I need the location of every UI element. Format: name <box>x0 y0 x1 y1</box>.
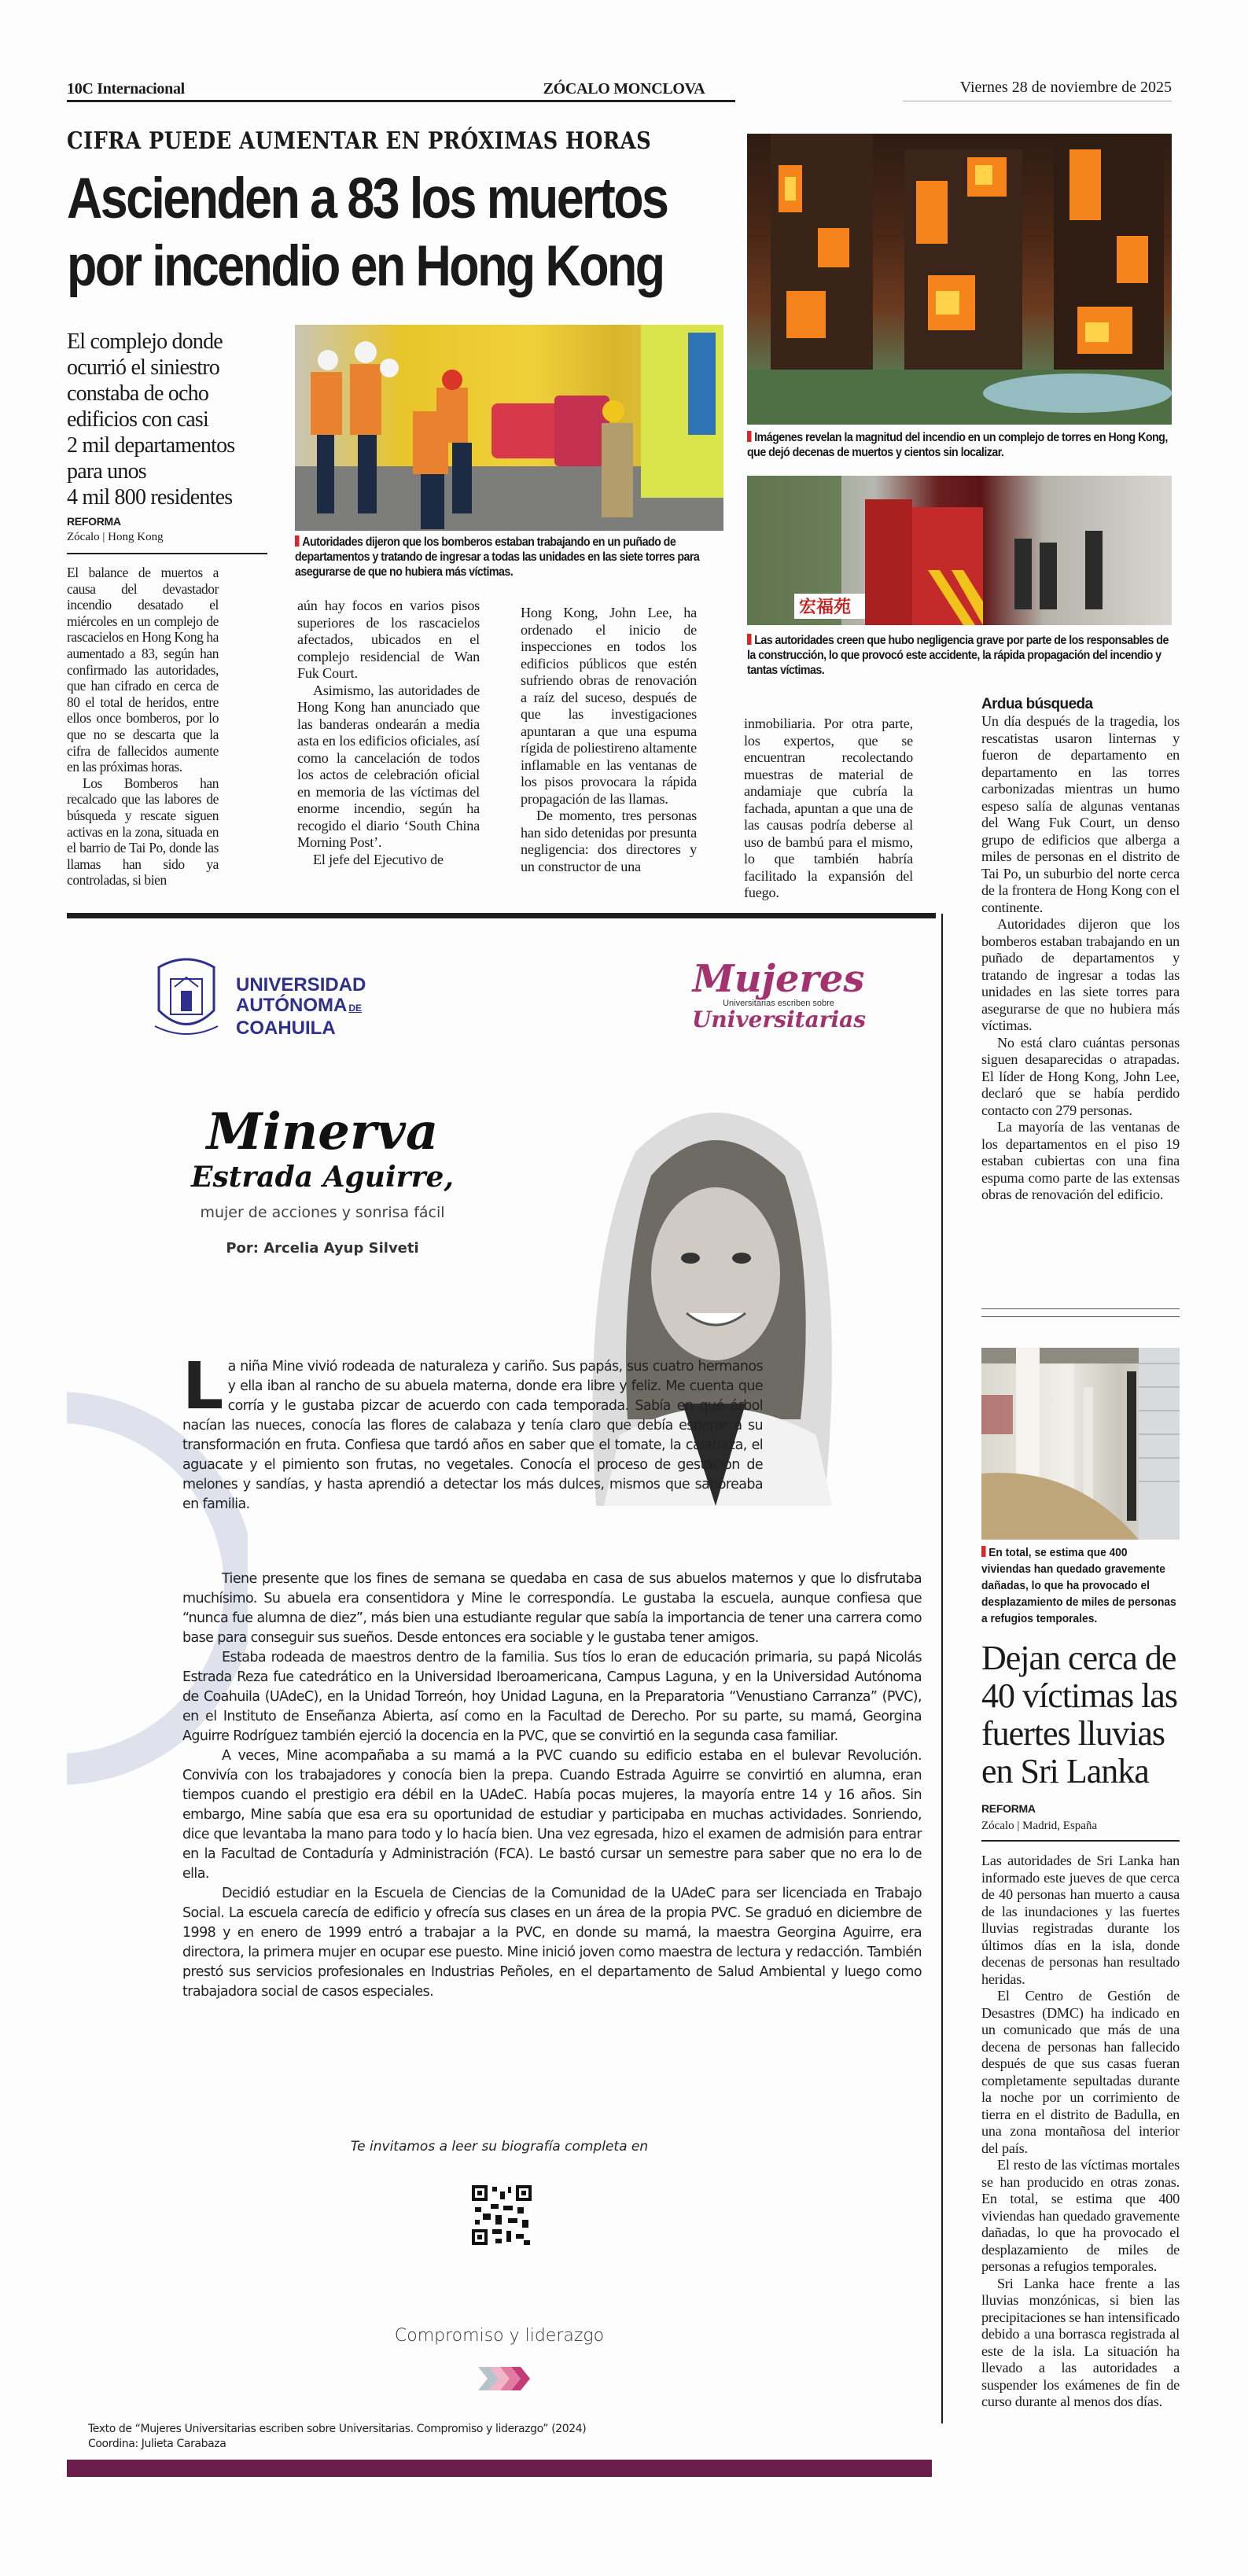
qr-code-icon <box>472 2185 532 2245</box>
street-sign-text: 宏福苑 <box>799 597 852 617</box>
uni-name-de: DE <box>348 1003 362 1014</box>
chevrons-art <box>478 2363 533 2394</box>
byline-rule <box>67 553 267 554</box>
chevrons-icon <box>478 2363 533 2394</box>
paragraph: De momento, tres personas han sido detenidas por presunta negligencia: dos directores y un constructor de una <box>521 808 697 874</box>
ad-bottom-bar <box>67 2460 932 2477</box>
paragraph: Estaba rodeada de maestros dentro de la familia. Sus tíos lo eran de educación primaria, su papá Nicolás Estrada Reza fue catedrático en la Universidad Iberoamericana, Campus Laguna, y en la Universidad Autónoma de Coahuila (UAdeC), en la Unidad Torreón, hoy Unidad Laguna, en la Preparatoria “Venustiano Carranza” (PVC), en el Instituto de Enseñanza Abierta, así como en la Facultad de Derecho. Por su parte, su mamá, Georgina Aguirre Rodríguez también ejerció la docencia en la PVC, que se convirtió en la segunda casa familiar. <box>182 1650 922 1744</box>
deck-line: 4 mil 800 residentes <box>67 485 233 510</box>
credit-source: Texto de “Mujeres Universitarias escriben sobre Universitarias. Compromiso y liderazgo” (2024) <box>88 2423 587 2435</box>
fire-photo-caption <box>747 430 1170 460</box>
paragraph: El balance de muertos a causa del devastador incendio desatado el miércoles en un complejo de rascacielos en Hong Kong ha aumentado a 83, según han confirmado las autoridades, que han cifrado en cerca de 80 el total de heridos, entre ellos once bomberos, por lo que no se descarta que la cifra de fallecidos aumente en las próximas horas. <box>67 565 219 775</box>
uadec-wordmark <box>236 975 366 1039</box>
section-divider <box>981 1316 1180 1317</box>
article-column-4 <box>744 716 913 902</box>
caption-marker-icon <box>747 634 752 645</box>
street-photo <box>747 476 1172 625</box>
paragraph: Los Bomberos han recalcado que las labores de búsqueda y rescate siguen activas en la zona, situada en el barrio de Tai Po, donde las llamas han sido ya controladas, si bien <box>67 775 219 889</box>
profile-first-name: Minerva <box>206 1102 439 1161</box>
byline-agency: REFORMA <box>981 1802 1036 1815</box>
rescue-photo-art <box>295 325 723 531</box>
section-divider <box>981 1308 1180 1309</box>
profile-body <box>182 1349 763 1514</box>
paragraph: Un día después de la tragedia, los rescatistas usaron linternas y fueron de departamento en departamento en las torres carbonizadas mientras un humo espeso salía de algunas ventanas del Wang Fuk Court, un denso grupo de edificios que alberga a miles de personas en el distrito de Tai Po, un suburbio del norte cerca de la frontera de Hong Kong con el continente. <box>981 713 1180 915</box>
dateline: Zócalo | Madrid, España <box>981 1820 1098 1832</box>
srilanka-byline <box>981 1802 1097 1833</box>
headline-line-1: Ascienden a 83 los muertos <box>67 167 668 230</box>
paragraph: A veces, Mine acompañaba a su mamá a la PVC cuando su edificio estaba en el bulevar Revolución. Convivía con los trabajadores y conocía bien la prepa. Cuando Estrada Aguirre se convirtió en alumna, eran tiempos cuando el prestigio era débil en la UAdeC. Había pocas mujeres, la mayoría entre 14 y 16 años. Sin embargo, Mine sabía que esa era su oportunidad de estudiar y participaba en muchas actividades. Sonriendo, dice que levantaba la mano para todo y lo hacía bien. Una vez egresada, hizo el examen de admisión para entrar en la Facultad de Contaduría y Administración (FCA). Le bastó cursar un semestre para saber que no era lo de ella. <box>182 1748 922 1882</box>
deck-line: constaba de ocho <box>67 381 209 406</box>
headline <box>67 165 730 300</box>
paragraph: Tiene presente que los fines de semana se quedaba en casa de sus abuelos maternos y que lo disfrutaba muchísimo. Su abuela era consentidora y Mine le correspondía. Le gustaba la escuela, aunque confiesa que “nunca fue alumna de diez”, más bien una estudiante regular que sabía la importancia de tener una carrera como base para conseguir sus sueños. Desde entonces era sociable y le gustaba tener amigos. <box>182 1571 922 1646</box>
newspaper-name: ZÓCALO MONCLOVA <box>543 80 705 98</box>
deck-line: ocurrió el siniestro <box>67 355 219 380</box>
deck-line: 2 mil departamentos <box>67 433 235 458</box>
caption-text: Autoridades dijeron que los bomberos estaban trabajando en un puñado de departamentos y tratando de ingresar a todas las unidades en las siete torres para asegurarse de que no hubiera más víctimas. <box>295 535 700 579</box>
profile-body-wide <box>182 1570 922 2002</box>
section-folio: 10C Internacional <box>67 80 185 98</box>
ad-top-rule <box>67 913 936 918</box>
paragraph: La mayoría de las ventanas de los departamentos en el piso 19 estaban cubiertas con una fina espuma como parte de las extensas obras de renovación del edificio. <box>981 1119 1180 1202</box>
profile-tagline: mujer de acciones y sonrisa fácil <box>200 1204 445 1221</box>
brand-top: Mujeres <box>692 957 865 1001</box>
paragraph: El jefe del Ejecutivo de <box>313 851 444 867</box>
article-column-3 <box>521 605 697 875</box>
uni-name-line: COAHUILA <box>236 1018 336 1039</box>
caption-text: Imágenes revelan la magnitud del incendio en un complejo de torres en Hong Kong, que dejó decenas de muertos y cientos sin localizar. <box>747 431 1168 459</box>
deck-line: para unos <box>67 459 146 484</box>
article-column-2 <box>297 598 480 868</box>
profile-last-name: Estrada Aguirre, <box>191 1161 454 1194</box>
paragraph: Asimismo, las autoridades de Hong Kong han anunciado que las banderas ondearán a media asta en los edificios oficiales, así como la cancelación de todos los actos de celebración oficial en memoria de las víctimas del enorme incendio, según ha recogido el diario ‘South China Morning Post’. <box>297 682 480 850</box>
uadec-seal-logo <box>151 955 222 1038</box>
invite-text: Te invitamos a leer su biografía completa en <box>350 2139 649 2155</box>
paragraph: Autoridades dijeron que los bomberos estaban trabajando en un puñado de departamentos y tratando de ingresar a todas las unidades en las siete torres para asegurarse de que no hubiera más víctimas. <box>981 916 1180 1033</box>
column-divider <box>941 914 943 2423</box>
uni-name-line: AUTÓNOMA <box>236 995 348 1016</box>
flood-photo-art <box>981 1348 1180 1540</box>
rescue-photo <box>295 325 723 531</box>
deck <box>67 329 279 510</box>
caption-text: En total, se estima que 400 viviendas han quedado gravemente dañadas, lo que ha provocado el desplazamiento de miles de personas a refugios temporales. <box>981 1546 1176 1625</box>
credits <box>88 2422 586 2452</box>
article-column-5 <box>981 696 1180 1204</box>
subhead: Ardua búsqueda <box>981 696 1093 712</box>
rescue-photo-caption <box>295 535 725 580</box>
caption-marker-icon <box>981 1546 986 1557</box>
paragraph: No está claro cuántas personas siguen desaparecidas o atrapadas. El líder de Hong Kong, John Lee, declaró que se había perdido contacto con 279 personas. <box>981 1034 1180 1118</box>
paragraph: Decidió estudiar en la Escuela de Ciencias de la Comunidad de la UAdeC para ser licenciada en Trabajo Social. La escuela carecía de edificio y ofrecía sus clases en un área de la propia PVC. Se graduó en diciembre de 1998 y en enero de 1999 entró a trabajar a la PVC, en donde su mamá, la maestra Georgina Aguirre, era directora, la primera mujer en ocupar ese puesto. Mine inició joven como maestra de lectura y redacción. También prestó sus servicios profesionales en Industrias Peñoles, en el departamento de Salud Ambiental y luego como trabajadora social de casos especiales. <box>182 1886 922 2000</box>
credit-coordinator: Coordina: Julieta Carabaza <box>88 2438 226 2450</box>
paragraph: El Centro de Gestión de Desastres (DMC) ha indicado en un comunicado que más de una decena de personas han fallecido después de que sus casas fueran completamente sepultadas durante la noche por un corrimiento de tierra en el distrito de Badulla, en una zona montañosa del interior del país. <box>981 1988 1180 2156</box>
flood-photo-caption <box>981 1544 1178 1627</box>
paragraph: Sri Lanka hace frente a las lluvias monzónicas, si bien las precipitaciones se han intensificado debido a una borrasca registrada al este de la isla. La situación ha llevado a las autoridades a suspender los exámenes de fin de curso durante al menos dos días. <box>981 2275 1180 2409</box>
profile-author: Por: Arcelia Ayup Silveti <box>226 1240 419 1257</box>
paragraph: Hong Kong, John Lee, ha ordenado el inicio de inspecciones en todos los edificios públicos que estén sufriendo obras de renovación a raíz del suceso, después de que las investigaciones apuntaran a que una espuma rígida de poliestireno altamente inflamable en las ventanas de los pisos provocara la rápida propagación de las llamas. <box>521 605 697 807</box>
fire-photo <box>747 134 1172 425</box>
uni-name-line: UNIVERSIDAD <box>236 974 366 995</box>
series-title: Compromiso y liderazgo <box>394 2326 605 2346</box>
paragraph: Las autoridades de Sri Lanka han informado este jueves de que cerca de 40 personas han muerto a causa de las inundaciones y las fuertes lluvias registradas durante los últimos días en la isla, donde decenas de personas han resultado heridas. <box>981 1853 1180 1987</box>
drop-cap: L <box>182 1349 223 1424</box>
paragraph: aún hay focos en varios pisos superiores de los rascacielos afectados, ubicados en el complejo residencial de Wan Fuk Court. <box>297 598 480 681</box>
profile-title <box>189 1102 456 1257</box>
uadec-seal-icon <box>151 955 222 1038</box>
byline <box>67 515 164 544</box>
column-5-body <box>981 713 1180 1204</box>
caption-marker-icon <box>295 535 300 546</box>
flood-photo <box>981 1348 1180 1540</box>
kicker: CIFRA PUEDE AUMENTAR EN PRÓXIMAS HORAS <box>67 127 652 155</box>
headline-line-2: por incendio en Hong Kong <box>67 234 664 298</box>
deck-line: El complejo donde <box>67 329 223 354</box>
article-column-1 <box>67 565 219 889</box>
paragraph: inmobiliaria. Por otra parte, los expertos, que se encuentran recolectando muestras de material de andamiaje que cubría la fachada, apuntan a que una de las causas podría deberse al uso de bambú para el mismo, lo que también habría facilitado la expansión del fuego. <box>744 716 913 900</box>
qr-code[interactable] <box>472 2185 532 2245</box>
brand-mid: Universitarias escriben sobre <box>723 999 834 1008</box>
paragraph: El resto de las víctimas mortales se han producido en otras zonas. En total, se estima que 400 viviendas han quedado gravemente dañadas, lo que ha provocado el desplazamiento de miles de personas a refugios temporales. <box>981 2157 1180 2274</box>
paragraph <box>182 1349 763 1514</box>
street-photo-caption <box>747 633 1170 678</box>
srilanka-headline: Dejan cerca de 40 víctimas las fuertes lluvias en Sri Lanka <box>981 1639 1177 1790</box>
byline-rule <box>981 1840 1180 1842</box>
header-rule <box>67 100 735 102</box>
dateline: Zócalo | Hong Kong <box>67 531 164 543</box>
byline-agency: REFORMA <box>67 515 121 528</box>
caption-text: Las autoridades creen que hubo negligencia grave por parte de los responsables de la construcción, lo que provocó este accidente, la rápida propagación del incendio y tantas víctimas. <box>747 634 1169 677</box>
caption-marker-icon <box>747 431 752 442</box>
srilanka-body <box>981 1853 1180 2411</box>
issue-date: Viernes 28 de noviembre de 2025 <box>959 79 1172 96</box>
deck-line: edificios con casi <box>67 407 208 432</box>
paragraph-text: a niña Mine vivió rodeada de naturaleza y cariño. Sus papás, sus cuatro hermanos y ella iban al rancho de su abuela materna, donde era libre y feliz. Me cuenta que corría y le gustaba pizcar de acuerdo con cada temporada. Sabía en qué árbol nacían las nueces, conocía las flores de calabaza y tenía claro que debía esperar a su transformación en fruta. Confiesa que tardó años en saber que el tomate, la calabaza, el aguacate y el pimiento son frutas, no vegetales. Conocía el proceso de gestación de melones y sandías, y hasta aprendió a detectar los más dulces, mismos que saboreaba en familia. <box>182 1359 763 1512</box>
mujeres-universitarias-logo <box>692 959 865 1032</box>
fire-photo-art <box>747 134 1172 425</box>
brand-bottom: Universitarias <box>692 1006 867 1032</box>
